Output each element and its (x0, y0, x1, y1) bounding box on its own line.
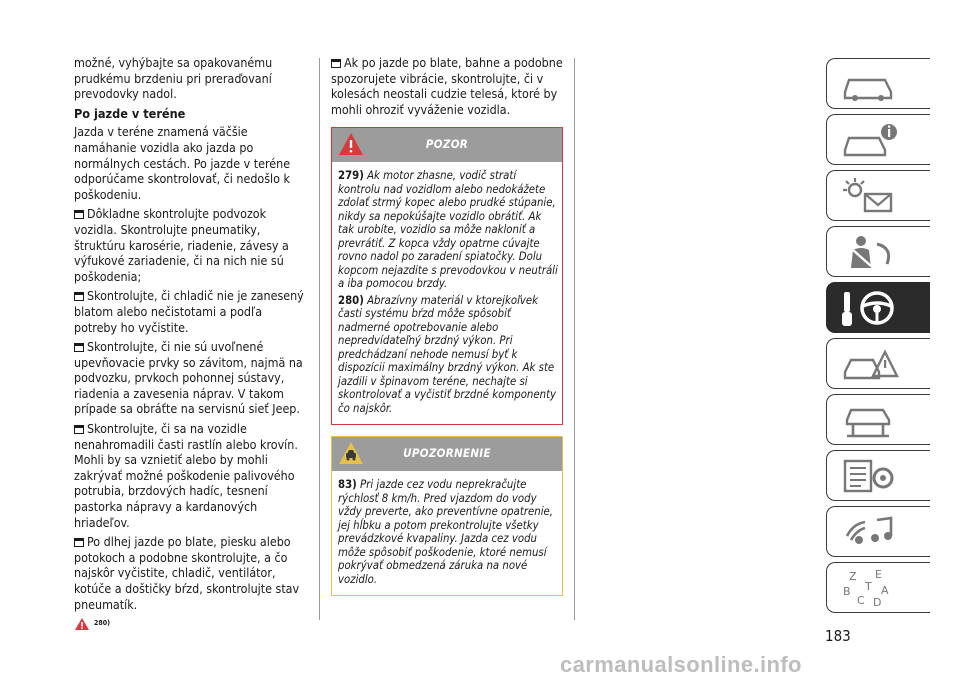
svg-text:T: T (865, 579, 872, 593)
svg-text:A: A (881, 583, 889, 597)
tab-dashboard[interactable] (826, 58, 930, 109)
upozornenie-body (332, 471, 562, 595)
page-number: 183 (825, 627, 851, 645)
multimedia-icon (839, 514, 899, 550)
pozor-title: POZOR (425, 137, 469, 152)
section-paragraph: Jazda v teréne znamená väčšie namáhanie vozidla ako jazda po normálnych cestách. Po jazde v teréne odporúčame skontrolovať, či nedošlo k poškodeniu. (74, 124, 291, 202)
svg-text:D: D (873, 595, 882, 608)
bullet-item: Dôkladne skontrolujte podvozok vozidla. Skontrolujte pneumatiky, štruktúru karosérie, riadenie, závesy a výfukové zariadenie, či na nich nie sú poškodenia; (74, 206, 289, 284)
checkbox-bullet-icon (74, 425, 84, 434)
lights-messages-icon (839, 178, 899, 214)
car-emergency-icon (839, 346, 899, 382)
pozor-body (332, 162, 562, 424)
caution-item: 83) Pri jazde cez vodu neprekračujte rýchlosť 8 km/h. Pred vjazdom do vody vždy preverte, ako preventívne opatrenie, jej hĺbku a potom prekontrolujte všetky prevádzkové kvapaliny. Jazda cez vodu môže spôsobiť poškodenie, ktoré nemusí pokrývať obmedzená záruka na nové vozidlo. (338, 478, 554, 586)
car-info-icon (839, 122, 899, 158)
technical-data-icon (839, 458, 899, 494)
tab-safety[interactable] (826, 226, 930, 277)
section-heading: Po jazde v teréne (74, 105, 186, 121)
bullet-item: Po dlhej jazde po blate, piesku alebo potokoch a podobne skontrolujte, a čo najskôr vyčistite, chladič, ventilátor, kotúče a doštičky bŕzd, skontrolujte stav pneumatík. (74, 534, 300, 612)
column-middle (331, 55, 563, 596)
tab-info[interactable] (826, 114, 930, 165)
warning-reference (74, 616, 306, 632)
intro-paragraph: možné, vyhýbajte sa opakovanému prudkému brzdeniu pri preraďovaní prevodovky nadol. (74, 55, 273, 102)
watermark: carmanualsonline.info (560, 652, 802, 677)
svg-text:Z: Z (849, 569, 857, 583)
pozor-box (331, 127, 563, 425)
checkbox-bullet-icon (74, 343, 84, 352)
column-divider (574, 58, 575, 620)
car-dashboard-icon (839, 66, 899, 102)
alphabetical-index-icon (839, 568, 899, 608)
tab-warning-lights[interactable] (826, 170, 930, 221)
bullet-item: Ak po jazde po blate, bahne a podobne spozorujete vibrácie, skontrolujte, či v kolesách neostali cudzie telesá, ktoré by mohli ohroziť vyváženie vozidla. (331, 55, 563, 117)
bullet-item: Skontrolujte, či sa na vozidle nenahromadili časti rastlín alebo krovín. Mohli by sa vznietiť alebo by mohli zakrývať možné poškodenie palivového potrubia, brzdových hadíc, tesnení pastorka nápravy a kardanových hriadeľov. (74, 421, 298, 530)
upozornenie-box (331, 436, 563, 596)
tab-maintenance[interactable] (826, 394, 930, 445)
warning-item: 279) Ak motor zhasne, vodič stratí kontrolu nad vozidlom alebo nedokážete zdolať strmý kopec alebo prudké stúpanie, nikdy sa nepokúšajte vozidlo obrátiť. Ak tak urobíte, vozidlo sa môže nakloniť a prevrátiť. Z kopca vždy opatrne cúvajte rovno nadol po zaradení spiatočky. Dolu kopcom nejazdite s prevodovkou v neutráli a iba pomocou brzdy. (338, 169, 558, 291)
seatbelt-safety-icon (839, 234, 899, 270)
checkbox-bullet-icon (331, 59, 341, 68)
bullet-item: Skontrolujte, či chladič nie je zanesený blatom alebo nečistotami a podľa potreby ho vyčistite. (74, 288, 304, 335)
reference-number: 280) (94, 619, 111, 628)
upozornenie-header (332, 437, 562, 471)
chapter-tabs (826, 58, 930, 618)
checkbox-bullet-icon (74, 210, 84, 219)
tab-index[interactable] (826, 562, 930, 613)
svg-text:E: E (875, 567, 882, 581)
bullet-item: Skontrolujte, či nie sú uvoľnené upevňovacie prvky so závitom, najmä na podvozku, prvkoch pohonnej sústavy, riadenia a zavesenia náprav. V takom prípade sa obráťte na servisnú sieť Jeep. (74, 339, 303, 417)
column-left (74, 55, 306, 632)
warning-item: 280) Abrazívny materiál v ktorejkoľvek časti systému bŕzd môže spôsobiť nadmerné opotrebovanie alebo nepredvídateľný brzdný výkon. Pri predchádzaní nehode nemusí byť k dispozícii maximálny brzdný výkon. Ak ste jazdili v špinavom teréne, nechajte si skontrolovať a vyčistiť brzdné komponenty čo najskôr. (338, 293, 557, 415)
checkbox-bullet-icon (74, 292, 84, 301)
column-divider (319, 58, 320, 620)
pozor-header (332, 128, 562, 162)
key-steering-wheel-icon (839, 288, 899, 328)
car-lift-maintenance-icon (839, 402, 899, 438)
warning-triangle-icon (74, 617, 90, 631)
svg-text:C: C (857, 593, 865, 607)
upozornenie-title: UPOZORNENIE (403, 446, 491, 461)
tab-multimedia[interactable] (826, 506, 930, 557)
checkbox-bullet-icon (74, 538, 84, 547)
tab-emergency[interactable] (826, 338, 930, 389)
tab-technical-data[interactable] (826, 450, 930, 501)
tab-starting-driving[interactable] (826, 282, 930, 333)
svg-text:B: B (843, 584, 851, 598)
